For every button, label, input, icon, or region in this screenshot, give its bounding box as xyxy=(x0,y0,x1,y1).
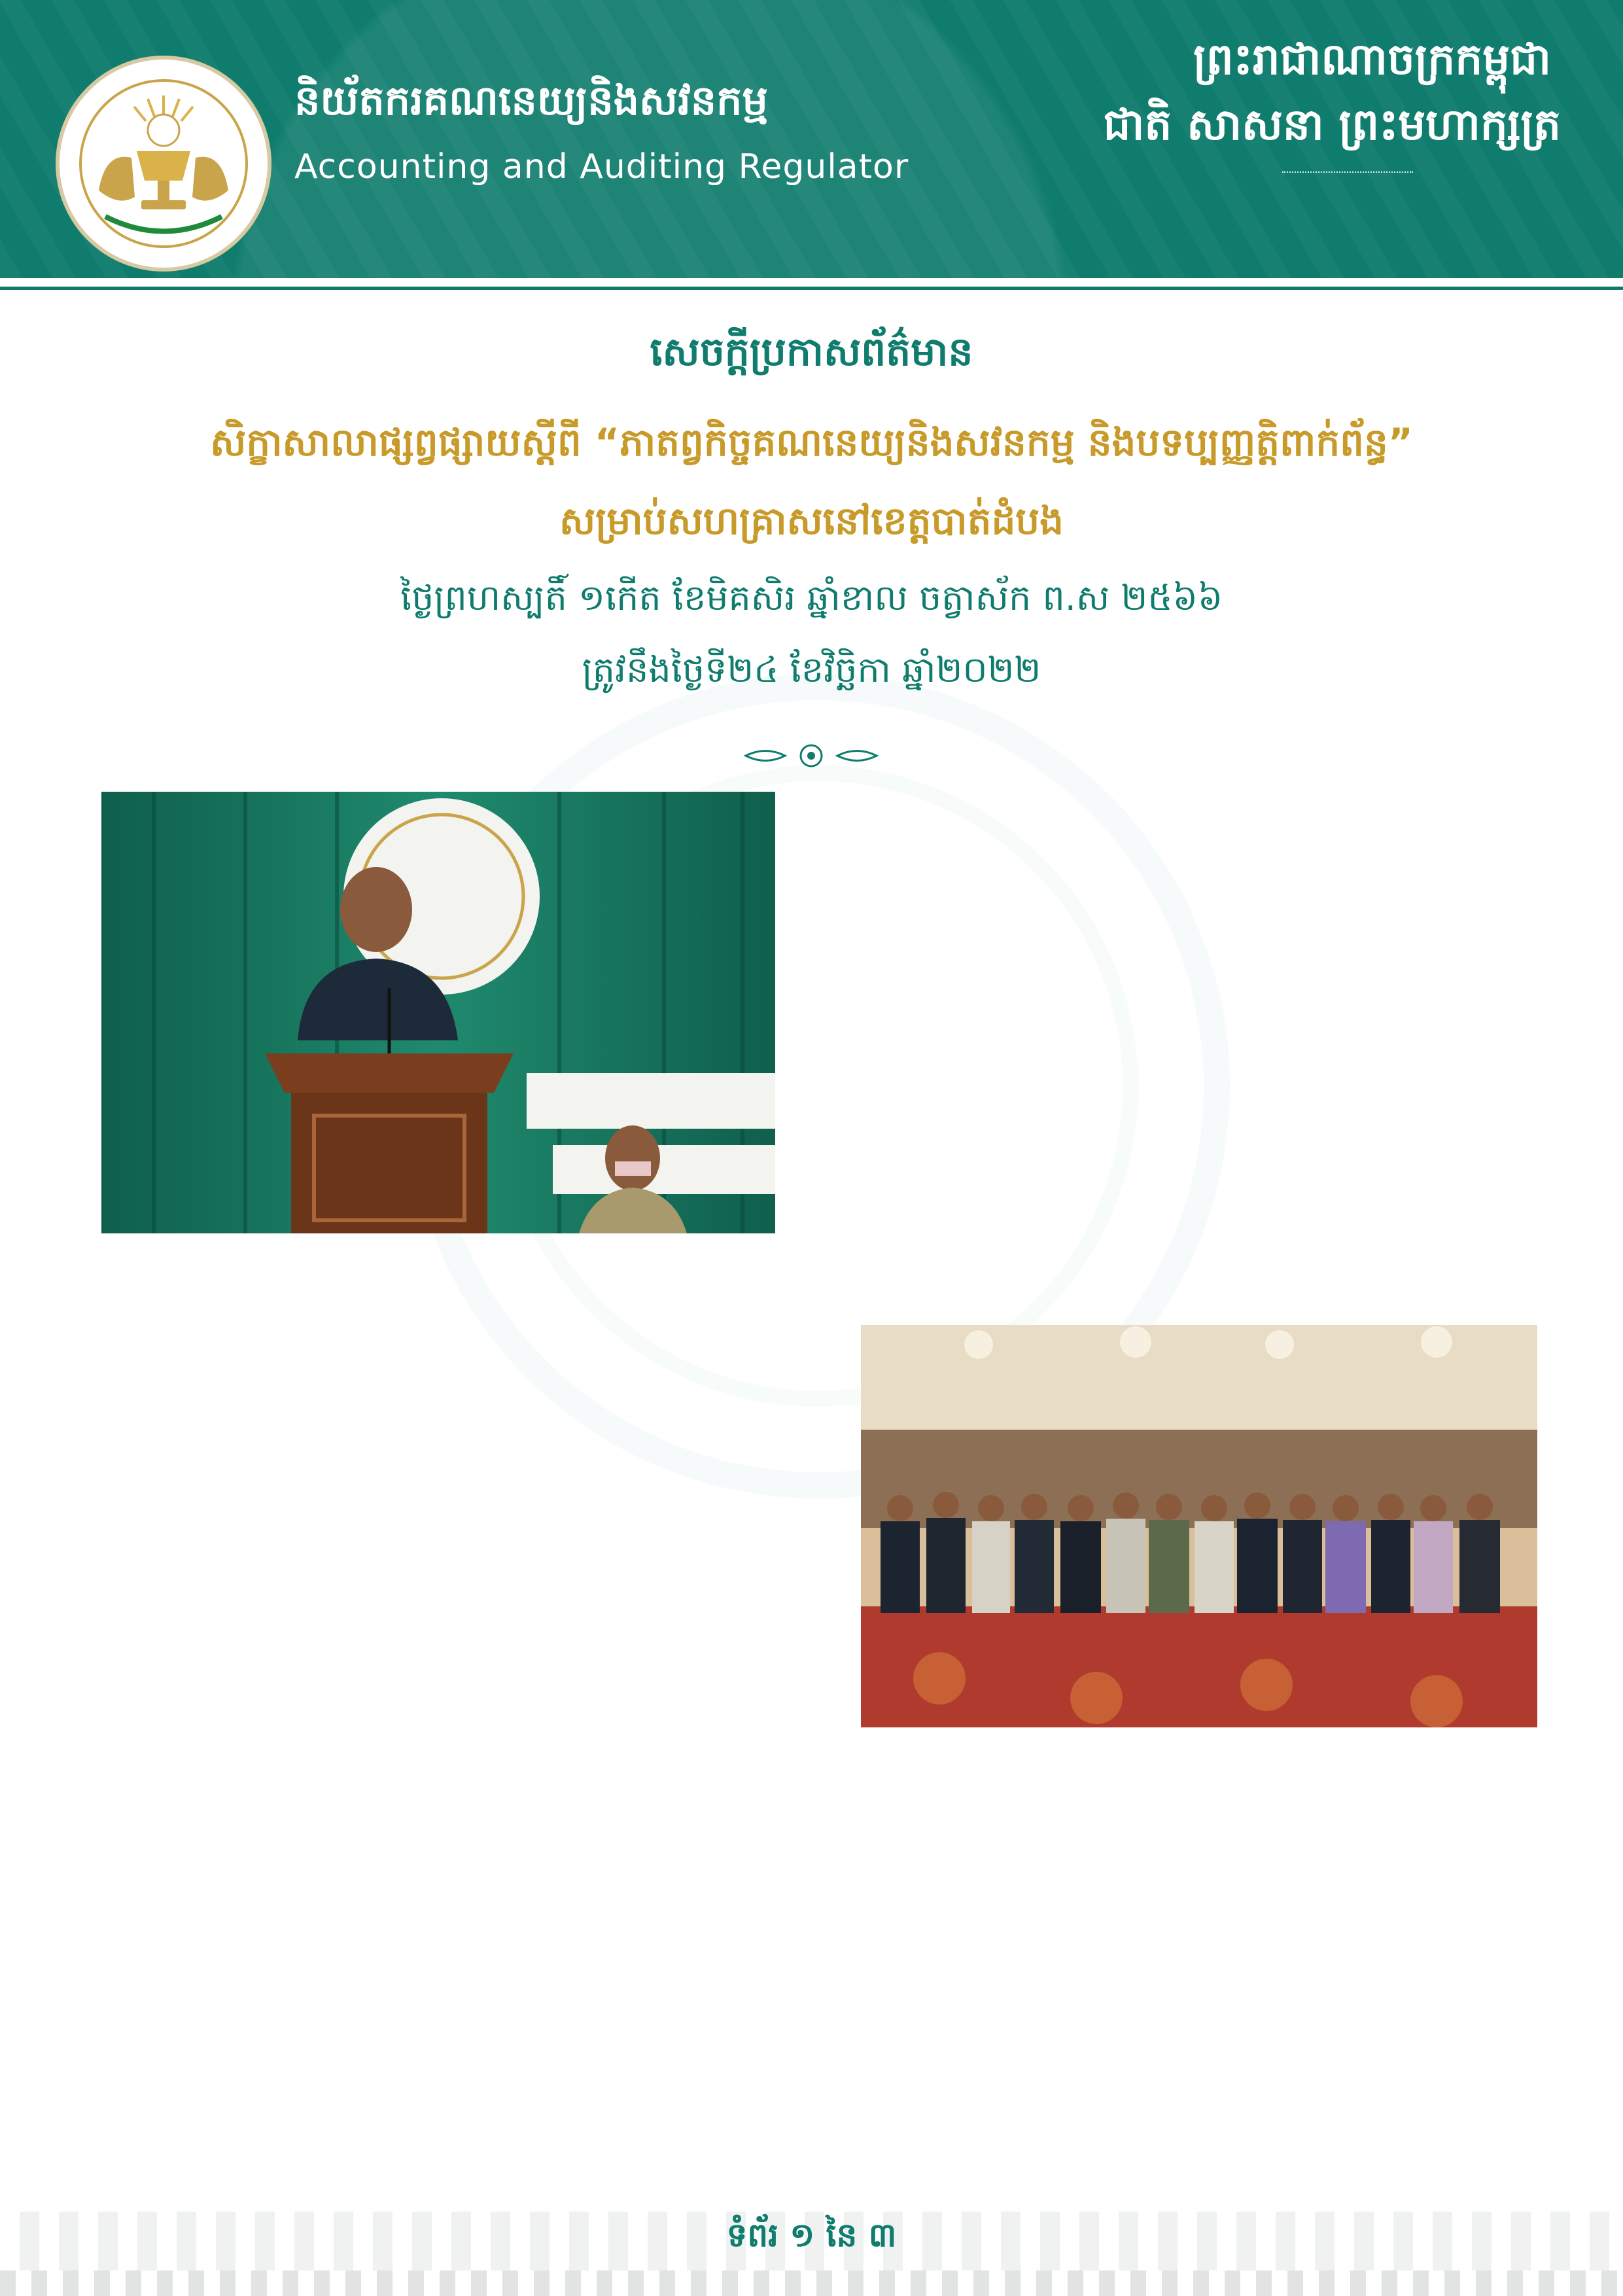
date-solar: ត្រូវនឹងថ្ងៃទី២៤ ខែវិច្ឆិកា ឆ្នាំ២០២២ xyxy=(582,649,1041,690)
org-name-en: Accounting and Auditing Regulator xyxy=(294,147,909,186)
national-motto: ជាតិ សាសនា ព្រះមហាក្សត្រ xyxy=(1103,99,1561,150)
ornament-divider-icon xyxy=(739,739,883,772)
header-divider xyxy=(0,278,1623,285)
subject-title-line1: សិក្ខាសាលាផ្សព្វផ្សាយស្តីពី “ភាតព្វកិច្ចគណនេយ្យនិងសវនកម្ម និងបទប្បញ្ញត្តិពាក់ព័ន្ធ” xyxy=(210,420,1413,465)
kingdom-text: ព្រះរាជាណាចក្រកម្ពុជា xyxy=(1193,34,1551,84)
photo-speaker-podium xyxy=(101,792,775,1233)
header-divider-accent xyxy=(0,287,1623,290)
motto-ornament xyxy=(1282,171,1413,175)
document-type-title: សេចក្តីប្រកាសព័ត៌មាន xyxy=(650,329,973,375)
logo-emblem-icon xyxy=(60,60,268,268)
org-name-kh: និយ័តករគណនេយ្យនិងសវនកម្ម xyxy=(294,77,768,124)
subject-title-line2: សម្រាប់សហគ្រាសនៅខេត្តបាត់ដំបង xyxy=(559,499,1064,543)
footer-pattern-row xyxy=(0,2270,1623,2296)
date-lunar: ថ្ងៃព្រហស្បតិ៍ ១កើត ខែមិគសិរ ឆ្នាំខាល ចត្វាស័ក ព.ស ២៥៦៦ xyxy=(400,577,1223,618)
org-logo xyxy=(56,56,271,272)
page-number: ទំព័រ ១ នៃ ៣ xyxy=(726,2216,897,2254)
photo-group xyxy=(861,1325,1537,1727)
